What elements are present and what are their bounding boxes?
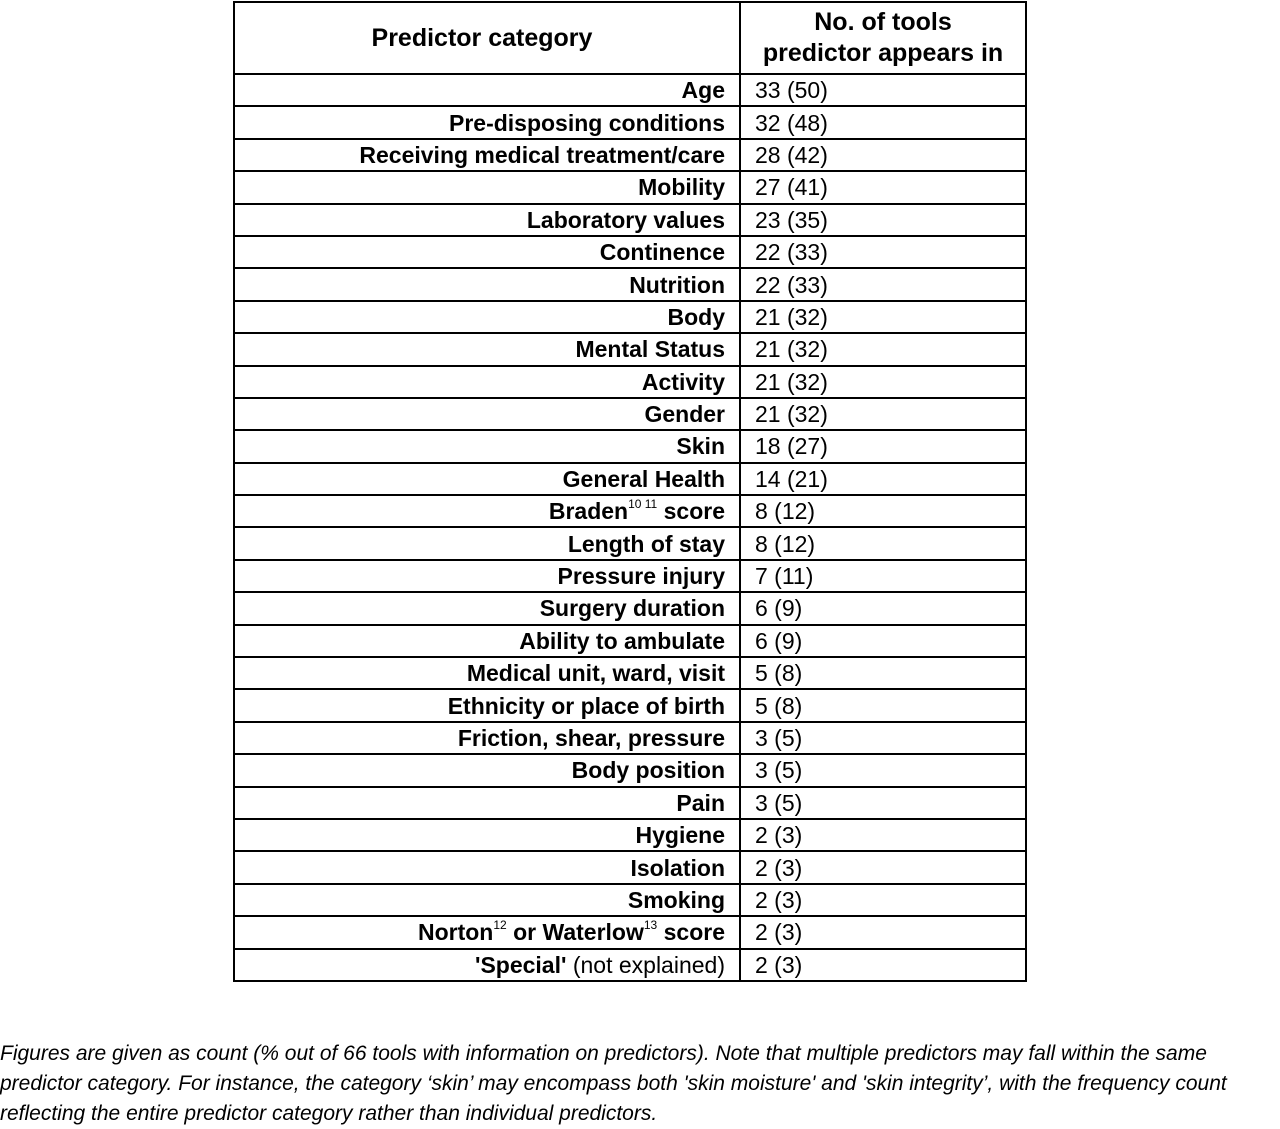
reference-superscript: 10 11 bbox=[628, 497, 658, 512]
table-row bbox=[234, 884, 1026, 916]
table-row bbox=[234, 204, 1026, 236]
table-row bbox=[234, 722, 1026, 754]
table-row bbox=[234, 74, 1026, 106]
tool-count: 3 (5) bbox=[740, 787, 1026, 819]
tool-count: 6 (9) bbox=[740, 625, 1026, 657]
tool-count: 2 (3) bbox=[740, 916, 1026, 948]
category-text: 'Special' bbox=[474, 951, 567, 978]
category-text: or Waterlow bbox=[506, 919, 644, 946]
reference-superscript: 12 bbox=[493, 918, 507, 933]
tool-count: 5 (8) bbox=[740, 657, 1026, 689]
predictor-category: Friction, shear, pressure bbox=[234, 722, 740, 754]
tool-count: 22 (33) bbox=[740, 236, 1026, 268]
table-row bbox=[234, 625, 1026, 657]
predictor-category: Skin bbox=[234, 430, 740, 462]
predictor-category: Pre-disposing conditions bbox=[234, 106, 740, 138]
predictor-category: Laboratory values bbox=[234, 204, 740, 236]
predictor-category: Receiving medical treatment/care bbox=[234, 139, 740, 171]
table-row bbox=[234, 851, 1026, 883]
tool-count: 7 (11) bbox=[740, 560, 1026, 592]
predictor-category: Gender bbox=[234, 398, 740, 430]
predictor-table-container bbox=[233, 1, 1025, 982]
table-row bbox=[234, 268, 1026, 300]
tool-count: 21 (32) bbox=[740, 301, 1026, 333]
category-text: score bbox=[657, 498, 725, 525]
tool-count: 2 (3) bbox=[740, 851, 1026, 883]
tool-count: 3 (5) bbox=[740, 754, 1026, 786]
tool-count: 8 (12) bbox=[740, 495, 1026, 527]
predictor-category: Ethnicity or place of birth bbox=[234, 689, 740, 721]
table-row bbox=[234, 657, 1026, 689]
category-text: Braden bbox=[548, 498, 629, 525]
tool-count: 2 (3) bbox=[740, 819, 1026, 851]
predictor-table bbox=[233, 1, 1027, 982]
table-row bbox=[234, 366, 1026, 398]
predictor-category bbox=[234, 949, 740, 981]
table-row bbox=[234, 398, 1026, 430]
table-row bbox=[234, 106, 1026, 138]
table-row bbox=[234, 333, 1026, 365]
tool-count: 27 (41) bbox=[740, 171, 1026, 203]
table-row bbox=[234, 819, 1026, 851]
predictor-category: Smoking bbox=[234, 884, 740, 916]
tool-count: 2 (3) bbox=[740, 884, 1026, 916]
tool-count: 23 (35) bbox=[740, 204, 1026, 236]
tool-count: 2 (3) bbox=[740, 949, 1026, 981]
predictor-category: Pressure injury bbox=[234, 560, 740, 592]
table-row bbox=[234, 463, 1026, 495]
tool-count: 6 (9) bbox=[740, 592, 1026, 624]
predictor-category: Body bbox=[234, 301, 740, 333]
predictor-category bbox=[234, 916, 740, 948]
predictor-category: Activity bbox=[234, 366, 740, 398]
predictor-category: Length of stay bbox=[234, 527, 740, 559]
category-text: Norton bbox=[417, 919, 494, 946]
category-note: (not explained) bbox=[566, 951, 725, 978]
table-row bbox=[234, 949, 1026, 981]
tool-count: 33 (50) bbox=[740, 74, 1026, 106]
table-row bbox=[234, 689, 1026, 721]
predictor-category: Hygiene bbox=[234, 819, 740, 851]
table-row bbox=[234, 430, 1026, 462]
predictor-category: Surgery duration bbox=[234, 592, 740, 624]
table-row bbox=[234, 139, 1026, 171]
table-footnote: Figures are given as count (% out of 66 tools with information on predictors). Note that multiple predictors may fall within the same predictor category. For instance, the category ‘skin’ may encompass both 'skin moisture' and 'skin integrity’, with the frequency count reflecting the entire predictor category rather than individual predictors. bbox=[0, 1042, 1227, 1125]
predictor-category: Isolation bbox=[234, 851, 740, 883]
table-row bbox=[234, 754, 1026, 786]
table-row bbox=[234, 495, 1026, 527]
tool-count: 18 (27) bbox=[740, 430, 1026, 462]
predictor-category bbox=[234, 495, 740, 527]
tool-count: 21 (32) bbox=[740, 398, 1026, 430]
category-text: score bbox=[657, 919, 725, 946]
reference-superscript: 13 bbox=[643, 918, 658, 933]
tool-count: 32 (48) bbox=[740, 106, 1026, 138]
table-row bbox=[234, 787, 1026, 819]
header-tool-count-line1: No. of tools bbox=[814, 8, 952, 36]
predictor-category: Pain bbox=[234, 787, 740, 819]
tool-count: 14 (21) bbox=[740, 463, 1026, 495]
table-row bbox=[234, 171, 1026, 203]
predictor-category: Age bbox=[234, 74, 740, 106]
table-row bbox=[234, 301, 1026, 333]
tool-count: 8 (12) bbox=[740, 527, 1026, 559]
predictor-category: Body position bbox=[234, 754, 740, 786]
table-row bbox=[234, 916, 1026, 948]
tool-count: 21 (32) bbox=[740, 333, 1026, 365]
predictor-category: Medical unit, ward, visit bbox=[234, 657, 740, 689]
tool-count: 5 (8) bbox=[740, 689, 1026, 721]
table-row bbox=[234, 592, 1026, 624]
predictor-category: Ability to ambulate bbox=[234, 625, 740, 657]
predictor-category: Mobility bbox=[234, 171, 740, 203]
header-tool-count-line2: predictor appears in bbox=[762, 39, 1004, 67]
predictor-category: General Health bbox=[234, 463, 740, 495]
table-row bbox=[234, 560, 1026, 592]
predictor-category: Nutrition bbox=[234, 268, 740, 300]
tool-count: 3 (5) bbox=[740, 722, 1026, 754]
header-predictor-category: Predictor category bbox=[234, 2, 740, 74]
table-row bbox=[234, 527, 1026, 559]
table-header-row bbox=[234, 2, 1026, 74]
table-row bbox=[234, 236, 1026, 268]
tool-count: 21 (32) bbox=[740, 366, 1026, 398]
tool-count: 28 (42) bbox=[740, 139, 1026, 171]
tool-count: 22 (33) bbox=[740, 268, 1026, 300]
predictor-category: Mental Status bbox=[234, 333, 740, 365]
predictor-category: Continence bbox=[234, 236, 740, 268]
header-tool-count bbox=[740, 2, 1026, 74]
